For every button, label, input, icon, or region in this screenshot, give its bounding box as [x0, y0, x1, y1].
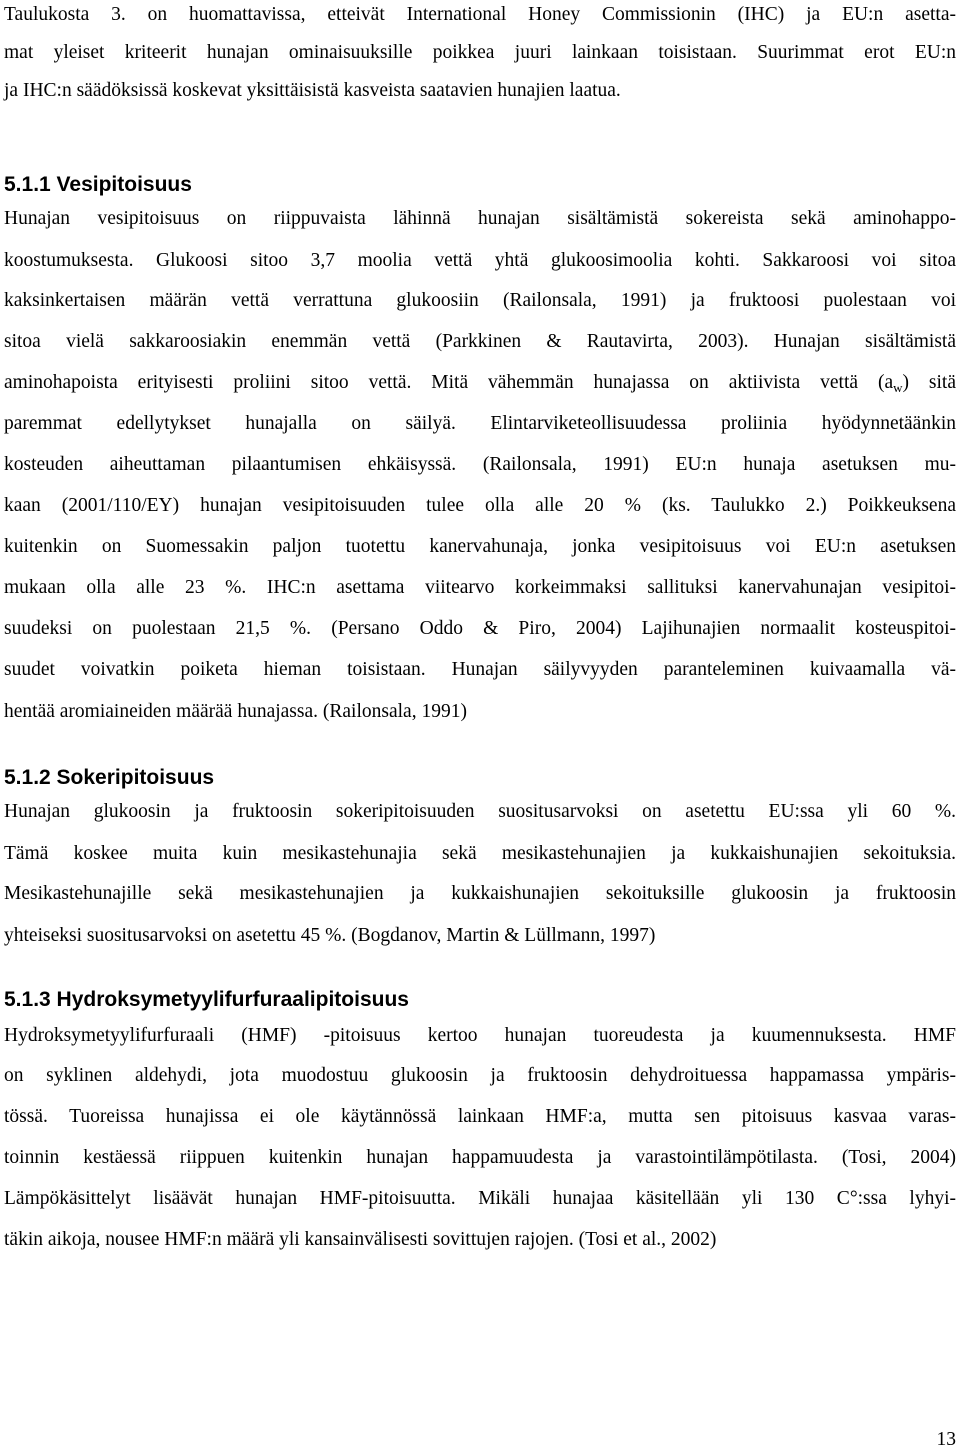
paragraph-line: täkin aikoja, nousee HMF:n määrä yli kansainvälisesti sovittujen rajojen. (Tosi et al., 2002) [4, 1229, 717, 1250]
paragraph-line: sitoa vielä sakkaroosiakin enemmän vettä (Parkkinen & Rautavirta, 2003). Hunajan sisältämistä [4, 331, 956, 352]
paragraph-line: paremmat edellytykset hunajalla on säilyä. Elintarviketeollisuudessa proliinia hyödynnetäänkin [4, 413, 956, 434]
paragraph-line: tössä. Tuoreissa hunajissa ei ole käytännössä lainkaan HMF:a, mutta sen pitoisuus kasvaa varas- [4, 1106, 956, 1127]
intro-line-2: mat yleiset kriteerit hunajan ominaisuuksille poikkea juuri lainkaan toisistaan. Suurimmat erot EU:n [4, 42, 956, 63]
intro-line-3: ja IHC:n säädöksissä koskevat yksittäisistä kasveista saatavien hunajien laatua. [4, 80, 621, 101]
paragraph-line: yhteiseksi suositusarvoksi on asetettu 45 %. (Bogdanov, Martin & Lüllmann, 1997) [4, 925, 656, 946]
paragraph-text: aminohapoista erityisesti proliini sitoo vettä. Mitä vähemmän hunajassa on aktiivista vettä (a [4, 372, 894, 393]
paragraph-line: Mesikastehunajille sekä mesikastehunajien ja kukkaishunajien sekoituksille glukoosin ja fruktoosin [4, 883, 956, 904]
paragraph-line: kosteuden aiheuttaman pilaantumisen ehkäisyssä. (Railonsala, 1991) EU:n hunaja asetuksen mu- [4, 454, 956, 475]
paragraph-text: ) sitä [902, 372, 957, 393]
paragraph-line: suudet voivatkin poiketa hieman toisistaan. Hunajan säilyvyyden paranteleminen kuivaamalla vä- [4, 659, 956, 680]
paragraph-line: on syklinen aldehydi, jota muodostuu glukoosin ja fruktoosin dehydroituessa happamassa ympäris- [4, 1065, 956, 1086]
paragraph-line: Hydroksymetyylifurfuraali (HMF) -pitoisuus kertoo hunajan tuoreudesta ja kuumennuksesta. HMF [4, 1025, 956, 1046]
paragraph-line: kaksinkertaisen määrän vettä verrattuna glukoosiin (Railonsala, 1991) ja fruktoosi puolestaan voi [4, 290, 956, 311]
page-number: 13 [936, 1429, 956, 1450]
paragraph-line: kuitenkin on Suomessakin paljon tuotettu kanervahunaja, jonka vesipitoisuus voi EU:n asetuksen [4, 536, 956, 557]
intro-line-1: Taulukosta 3. on huomattavissa, etteivät International Honey Commissionin (IHC) ja EU:n asetta- [4, 4, 956, 25]
paragraph-line: Hunajan vesipitoisuus on riippuvaista lähinnä hunajan sisältämistä sokereista sekä aminohappo- [4, 208, 956, 229]
paragraph-line: kaan (2001/110/EY) hunajan vesipitoisuuden tulee olla alle 20 % (ks. Taulukko 2.) Poikkeuksena [4, 495, 956, 516]
paragraph-line: hentää aromiaineiden määrää hunajassa. (Railonsala, 1991) [4, 701, 467, 722]
paragraph-line: Hunajan glukoosin ja fruktoosin sokeripitoisuuden suositusarvoksi on asetettu EU:ssa yli 60 %. [4, 801, 956, 822]
paragraph-line: Lämpökäsittelyt lisäävät hunajan HMF-pitoisuutta. Mikäli hunajaa käsitellään yli 130 C°:ssa lyhyi- [4, 1188, 956, 1209]
paragraph-line: suudeksi on puolestaan 21,5 %. (Persano Oddo & Piro, 2004) Lajihunajien normaalit kosteuspitoi- [4, 618, 956, 639]
paragraph-line: koostumuksesta. Glukoosi sitoo 3,7 moolia vettä yhtä glukoosimoolia kohti. Sakkaroosi voi sitoa [4, 250, 956, 271]
section-heading-vesipitoisuus: 5.1.1 Vesipitoisuus [4, 173, 192, 196]
water-activity-subscript: w [893, 380, 903, 395]
paragraph-line: mukaan olla alle 23 %. IHC:n asettama viitearvo korkeimmaksi sallituksi kanervahunajan vesipitoi- [4, 577, 956, 598]
paragraph-line [4, 371, 956, 395]
section-heading-sokeripitoisuus: 5.1.2 Sokeripitoisuus [4, 766, 215, 789]
section-heading-hmf: 5.1.3 Hydroksymetyylifurfuraalipitoisuus [4, 988, 409, 1011]
paragraph-line: toinnin kestäessä riippuen kuitenkin hunajan happamuudesta ja varastointilämpötilasta. (Tosi, 2004) [4, 1147, 956, 1168]
paragraph-line: Tämä koskee muita kuin mesikastehunajia sekä mesikastehunajien ja kukkaishunajien sekoituksia. [4, 843, 956, 864]
